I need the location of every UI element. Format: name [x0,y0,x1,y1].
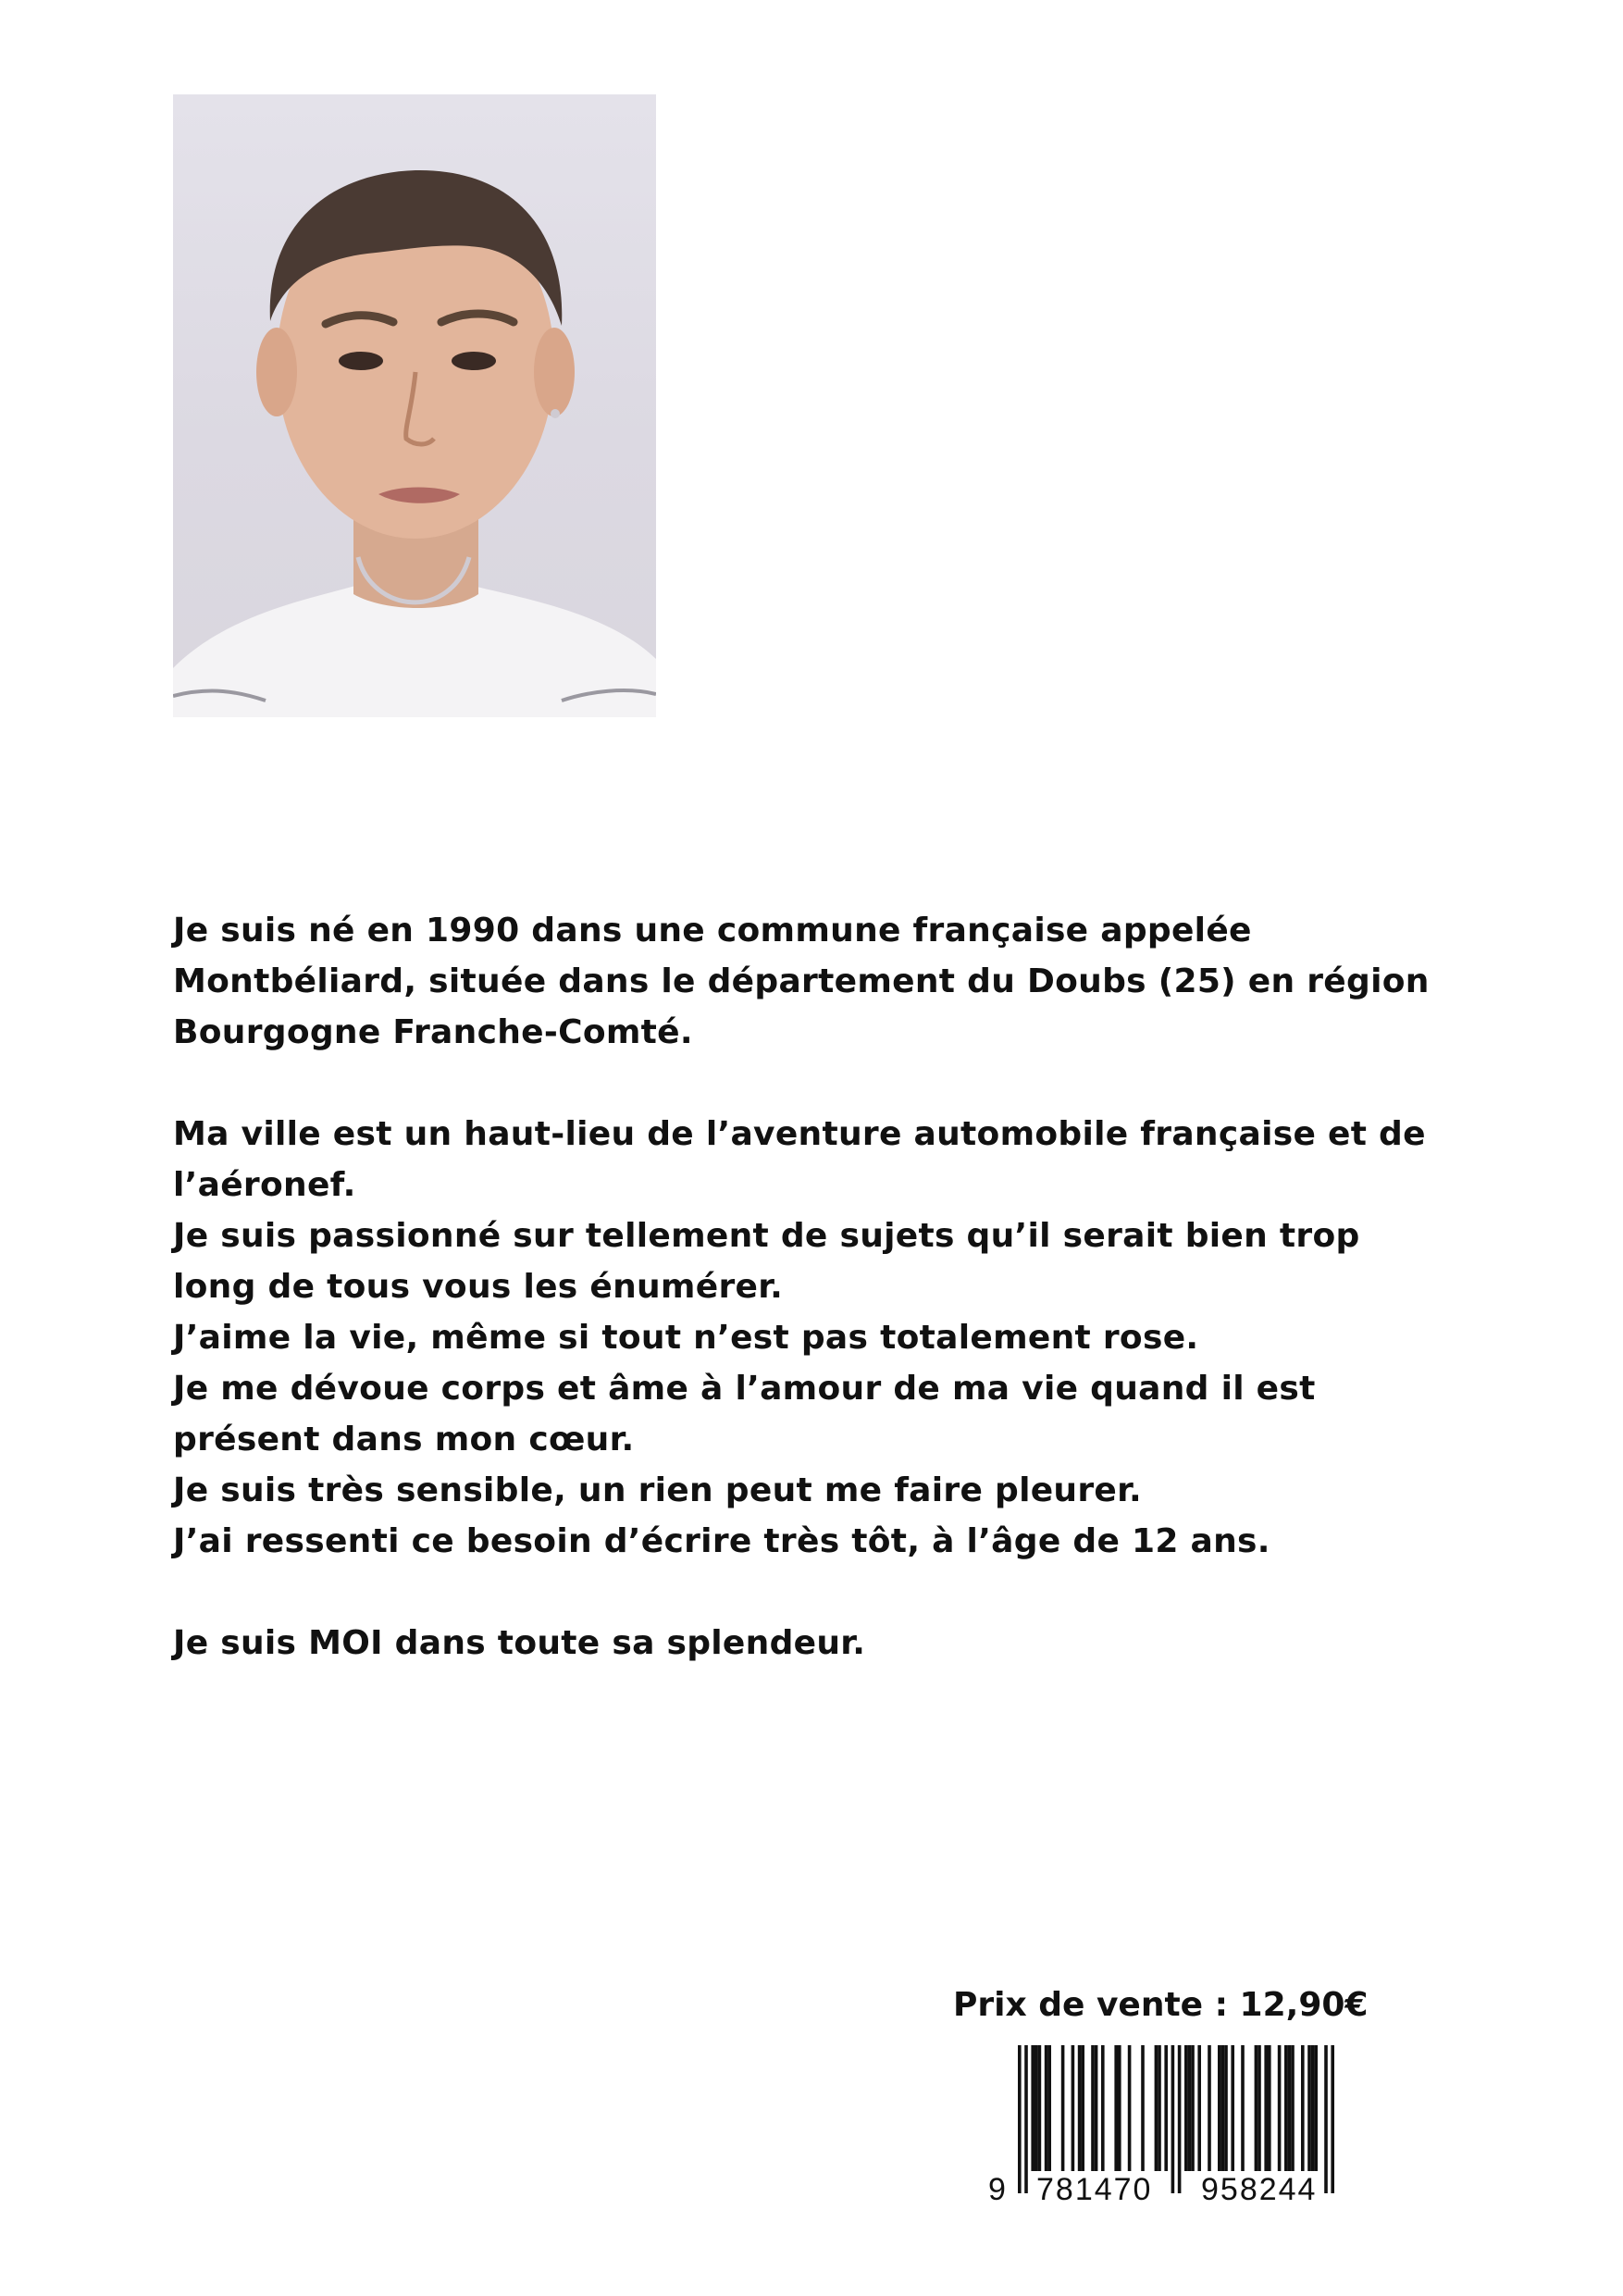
barcode-bar [1221,2045,1225,2171]
barcode-bar [1128,2045,1132,2171]
barcode-bar [1258,2045,1261,2171]
barcode-bar [1072,2045,1075,2171]
bio-paragraph: Je suis né en 1990 dans une commune française appelée Montbéliard, située dans le département du Doubs (25) en région Bourgogne Franche-Comté. [173,912,1430,1051]
author-bio [173,905,1450,1669]
bio-paragraph: J’ai ressenti ce besoin d’écrire très tôt, à l’âge de 12 ans. [173,1522,1270,1560]
bio-paragraph: Je suis très sensible, un rien peut me faire pleurer. [173,1471,1143,1509]
barcode-bar [1158,2045,1161,2171]
barcode-bar [1095,2045,1098,2171]
price-label: Prix de vente : 12,90€ [953,1986,1369,2024]
barcode-bar [1284,2045,1288,2171]
barcode-bar [1047,2045,1051,2171]
barcode-bar [1155,2045,1158,2171]
barcode-digits [986,2171,1366,2208]
barcode-bar [1164,2045,1168,2171]
barcode-bar [1218,2045,1221,2171]
barcode-bar [1091,2045,1095,2171]
bio-paragraph: Je suis passionné sur tellement de sujets qu’il serait bien trop long de tous vous les énumérer. [173,1217,1360,1306]
barcode-first-digit: 9 [988,2172,1006,2207]
barcode-bar [1264,2045,1268,2171]
paragraph-spacer [173,1567,1450,1618]
barcode-bar [1307,2045,1311,2171]
barcode-bar [1191,2045,1195,2171]
barcode-bar [1101,2045,1105,2171]
bio-paragraph: J’aime la vie, même si tout n’est pas totalement rose. [173,1319,1199,1357]
barcode-bar [1224,2045,1228,2171]
author-photo [173,94,656,717]
barcode-bar [1291,2045,1295,2171]
barcode-bar [1031,2045,1035,2171]
barcode-bar [1268,2045,1271,2171]
bio-paragraph: Je me dévoue corps et âme à l’amour de ma vie quand il est présent dans mon cœur. [173,1370,1316,1458]
barcode-left-group: 781470 [1036,2172,1153,2207]
author-portrait-icon [173,94,656,717]
barcode-bar [1078,2045,1082,2171]
barcode-bar [1311,2045,1315,2171]
barcode-bar [1231,2045,1234,2171]
barcode-bar [1197,2045,1201,2171]
barcode-bar [1061,2045,1065,2171]
barcode-bar [1118,2045,1121,2171]
barcode-bar [1241,2045,1245,2171]
paragraph-spacer [173,1058,1450,1109]
barcode-bar [1184,2045,1188,2171]
barcode-bar [1141,2045,1145,2171]
barcode-bar [1188,2045,1192,2171]
bio-paragraph: Je suis MOI dans toute sa splendeur. [173,1624,866,1662]
barcode-bar [1288,2045,1292,2171]
barcode-bar [1255,2045,1258,2171]
barcode-bar [1208,2045,1211,2171]
barcode-bar [1038,2045,1042,2171]
bio-paragraph: Ma ville est un haut-lieu de l’aventure automobile française et de l’aéronef. [173,1115,1426,1204]
barcode-bar [1278,2045,1282,2171]
barcode-right-group: 958244 [1201,2172,1318,2207]
barcode-bar [1035,2045,1038,2171]
barcode-bar [1081,2045,1084,2171]
barcode-bar [1114,2045,1118,2171]
barcode-bar [1314,2045,1318,2171]
barcode-bar [1301,2045,1305,2171]
barcode-bar [1045,2045,1048,2171]
